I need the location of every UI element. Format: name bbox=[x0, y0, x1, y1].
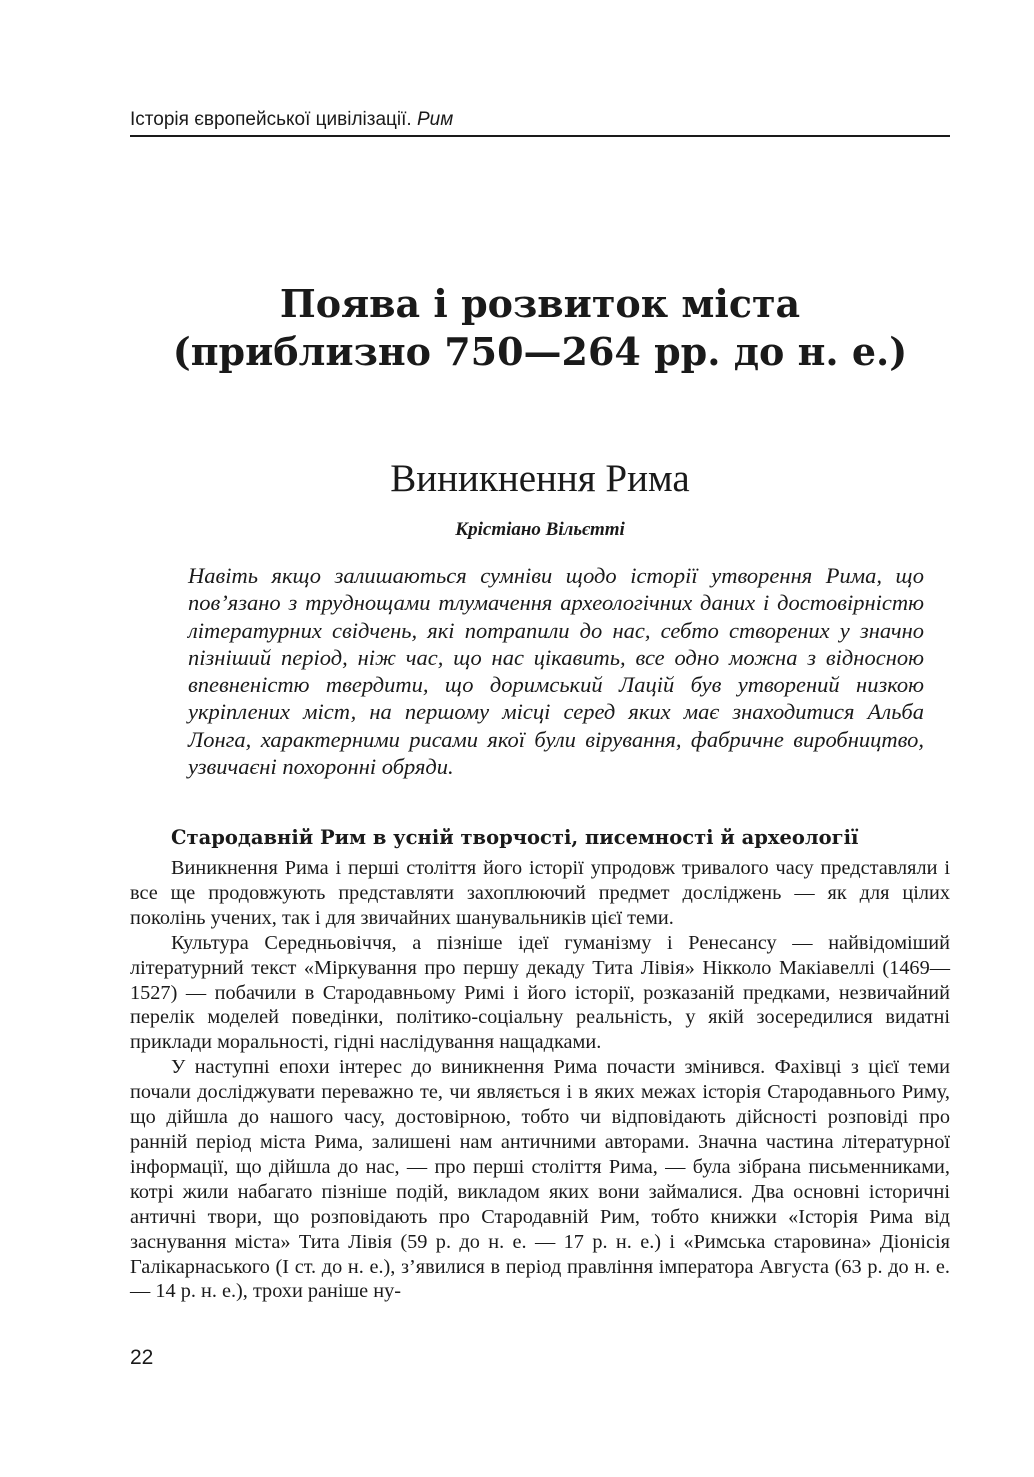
book-title: Історія європейської цивілізації. bbox=[130, 109, 412, 130]
article-author: Крістіано Вільєтті bbox=[455, 519, 625, 540]
running-header bbox=[130, 106, 950, 137]
chapter-title-line-1: Поява і розвиток міста bbox=[279, 281, 801, 326]
page-number: 22 bbox=[130, 1346, 154, 1369]
chapter-title bbox=[130, 280, 950, 376]
body-paragraph: У наступні епохи інтерес до виникнення Рима почасти змінився. Фахівці з цієї теми почали досліджувати переважно те, чи являється і в яких межах історія Стародавнього Риму, що дійшла до нашого часу, достовірною, тобто чи відповідають дійсності розповіді про ранній період міста Рима, залишені нам античними авторами. Значна частина літературної інформації, що дійшла до нас, — про перші століття Рима, — була зібрана письменниками, котрі жили набагато пізніше подій, викладом яких вони займалися. Два основні історичні античні твори, що розповідають про Стародавній Рим, тобто книжки «Історія Рима від заснування міста» Тита Лівія (59 р. до н. е. — 17 р. н. е.) і «Римська старовина» Діонісія Галікарнаського (I ст. до н. е.), з’явилися в період правління імператора Августа (63 р. до н. е. — 14 р. н. е.), трохи раніше ну- bbox=[130, 1056, 950, 1303]
chapter-title-line-2: (приблизно 750—264 рр. до н. е.) bbox=[172, 329, 908, 374]
article-abstract: Навіть якщо залишаються сумніви щодо історії утворення Рима, що пов’язано з труднощами тлумачення археологічних даних і достовірністю літературних свідчень, які потрапили до нас, себто створених у значно пізніший період, ніж час, що нас цікавить, все одно можна з відносною впевненістю твердити, що доримський Лацій був утворений низкою укріплених міст, на першому місці серед яких має знаходитися Альба Лонга, характерними рисами якої були вірування, фабричне виробництво, узвичаєні похоронні обряди. bbox=[188, 563, 924, 780]
body-paragraph: Виникнення Рима і перші століття його історії упродовж тривалого часу представляли і все ще продовжують представляти захоплюючий предмет досліджень — як для цілих поколінь учених, так і для звичайних шанувальників цієї теми. bbox=[130, 857, 950, 929]
body-text bbox=[130, 856, 950, 1304]
section-heading: Стародавній Рим в усній творчості, писемності й археології bbox=[171, 826, 859, 849]
body-paragraph: Культура Середньовіччя, а пізніше ідеї гуманізму і Ренесансу — найвідоміший літературний текст «Міркування про першу декаду Тита Лівія» Нікколо Макіавеллі (1469—1527) — побачили в Стародавньому Римі і його історії, розказаній предками, незвичайний перелік моделей поведінки, політико-соціальну реальність, у якій зосередилися видатні приклади моральності, гідні наслідування нащадками. bbox=[130, 931, 950, 1054]
article-title: Виникнення Рима bbox=[390, 457, 690, 500]
volume-title: Рим bbox=[416, 109, 454, 130]
